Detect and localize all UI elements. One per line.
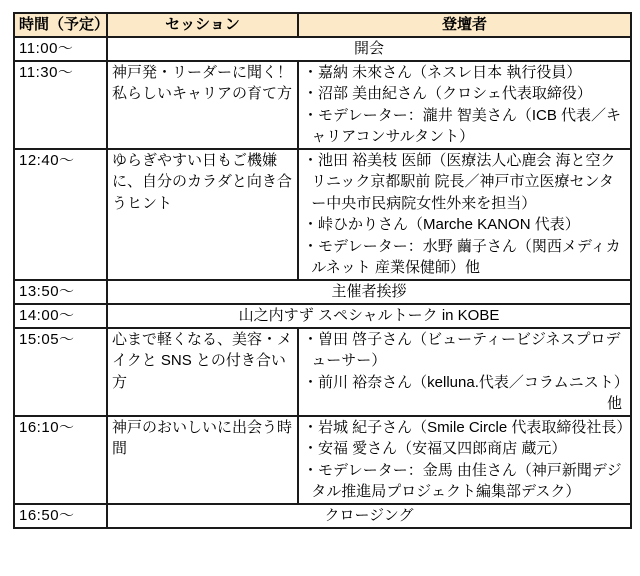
table-row-special-talk	[14, 304, 631, 328]
merged-title-cell: 開会	[107, 37, 631, 61]
header-row	[14, 13, 631, 37]
table-row-opening	[14, 37, 631, 61]
merged-title-cell: クロージング	[107, 504, 631, 528]
speaker-item: ・前川 裕奈さん（kelluna.代表／コラムニスト）	[303, 373, 629, 391]
table-row-session-1505	[14, 328, 631, 416]
speaker-item: ・安福 愛さん（安福又四郎商店 蔵元）	[303, 440, 567, 457]
time-cell: 11:30～	[14, 61, 107, 149]
speaker-item: ・沼部 美由紀さん（クロシェ代表取締役）	[303, 85, 592, 102]
header-speakers: 登壇者	[298, 13, 631, 37]
table-row-organizer-greeting	[14, 280, 631, 304]
time-cell: 15:05～	[14, 328, 107, 416]
table-row-session-1130	[14, 61, 631, 149]
session-cell: 心まで軽くなる、美容・メイクと SNS との付き合い方	[107, 328, 298, 416]
speaker-item: ・モデレーター：金馬 由佳さん（神戸新聞デジタル推進局プロジェクト編集部デスク）	[303, 461, 622, 500]
speaker-item: ・嘉納 未來さん（ネスレ日本 執行役員）	[303, 63, 582, 81]
speaker-item: ・峠ひかりさん（Marche KANON 代表）	[303, 216, 580, 233]
speaker-item: ・岩城 紀子さん（Smile Circle 代表取締役社長）	[303, 418, 632, 436]
session-cell: 神戸のおいしいに出会う時間	[107, 416, 298, 504]
speakers-others-note: 他	[606, 395, 622, 412]
speaker-item: ・モデレーター：水野 繭子さん（関西メディカルネット 産業保健師）他	[303, 237, 621, 276]
session-cell: ゆらぎやすい日もご機嫌に、自分のカラダと向き合うヒント	[107, 149, 298, 280]
merged-title-cell: 山之内すず スペシャルトーク in KOBE	[107, 304, 631, 328]
speakers-cell	[298, 149, 631, 280]
table-row-session-1610	[14, 416, 631, 504]
time-cell: 16:10～	[14, 416, 107, 504]
speaker-item: ・曽田 啓子さん（ビューティービジネスプロデューサー）	[303, 330, 621, 369]
time-cell: 14:00～	[14, 304, 107, 328]
table-row-closing	[14, 504, 631, 528]
merged-title-cell: 主催者挨拶	[107, 280, 631, 304]
speakers-cell	[298, 61, 631, 149]
time-cell: 13:50～	[14, 280, 107, 304]
header-session: セッション	[107, 13, 298, 37]
session-cell: 神戸発・リーダーに聞く！私らしいキャリアの育て方	[107, 61, 298, 149]
schedule-table	[13, 12, 632, 529]
time-cell: 11:00～	[14, 37, 107, 61]
speakers-cell	[298, 416, 631, 504]
header-time: 時間（予定）	[14, 13, 107, 37]
speakers-cell	[298, 328, 631, 416]
time-cell: 12:40～	[14, 149, 107, 280]
table-row-session-1240	[14, 149, 631, 280]
speaker-item: ・モデレーター：瀧井 智美さん（ICB 代表／キャリアコンサルタント）	[303, 106, 622, 145]
time-cell: 16:50～	[14, 504, 107, 528]
speaker-item: ・池田 裕美枝 医師（医療法人心鹿会 海と空クリニック京都駅前 院長／神戸市立医療センター中央市民病院女性外来を担当）	[303, 151, 616, 212]
